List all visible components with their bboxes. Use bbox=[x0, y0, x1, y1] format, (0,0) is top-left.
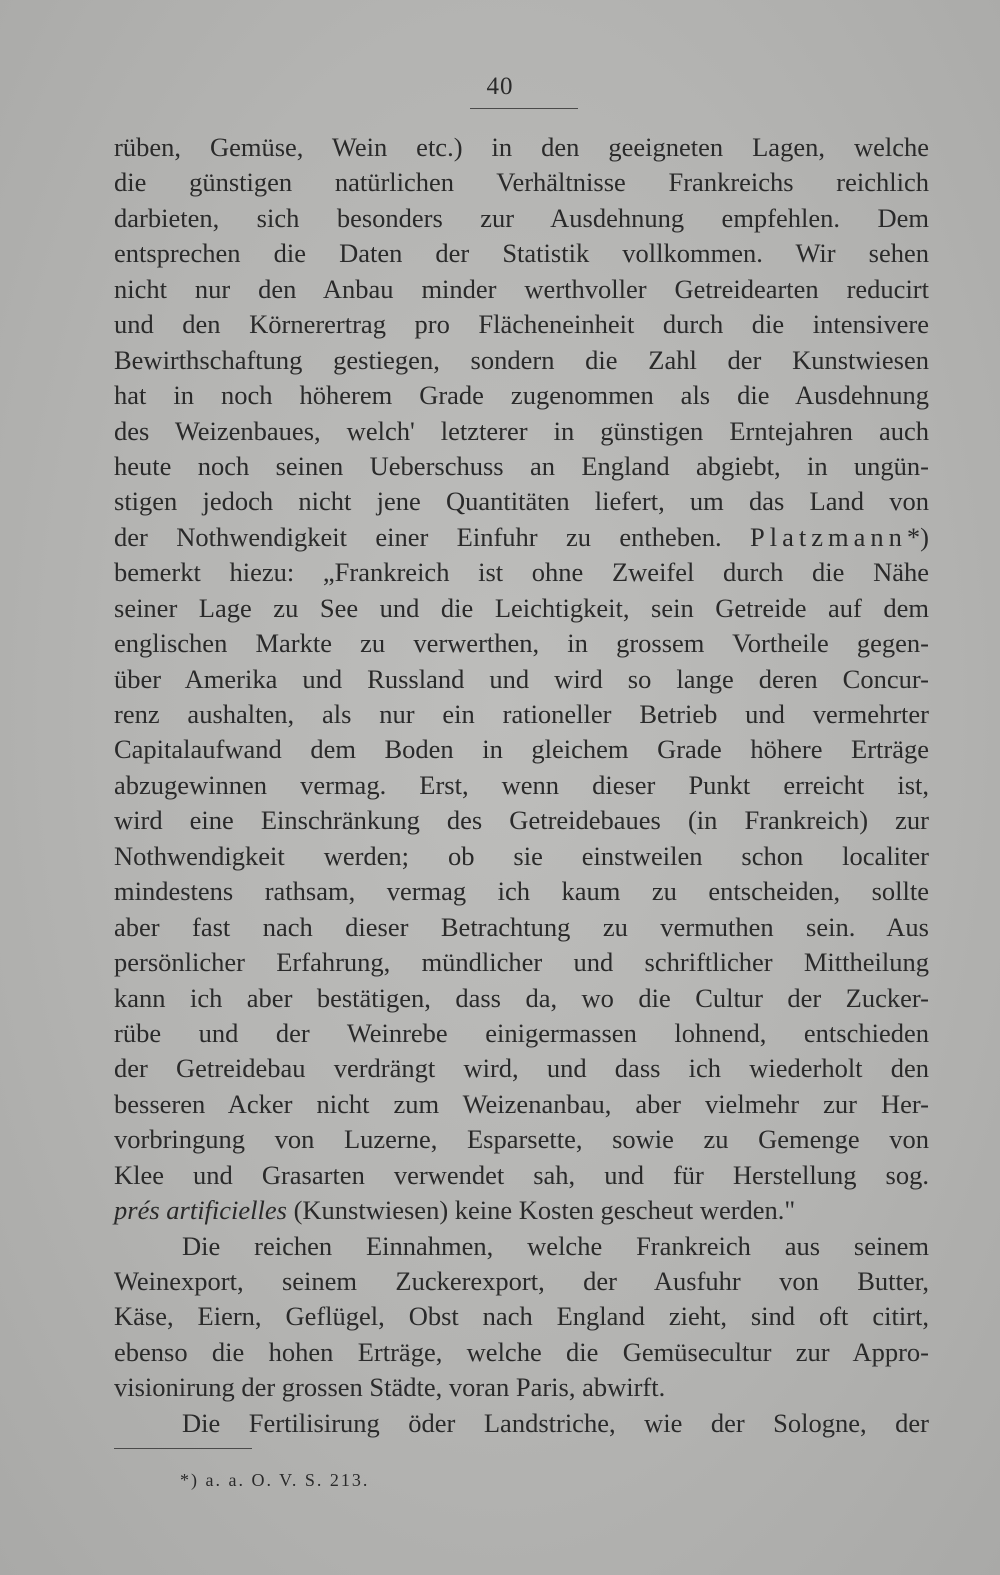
text-line: Weinexport, seinem Zuckerexport, der Ausfuhr von Butter, bbox=[114, 1266, 929, 1296]
text-line: der Getreidebau verdrängt wird, und dass ich wiederholt den bbox=[114, 1053, 929, 1084]
text-line: die günstigen natürlichen Verhältnisse Frankreichs reichlich bbox=[114, 167, 929, 198]
text-line: nicht nur den Anbau minder werthvoller Getreidearten reducirt bbox=[114, 273, 929, 304]
text-line: bemerkt hiezu: „Frankreich ist ohne Zweifel durch die Nähe bbox=[114, 557, 929, 588]
text-line: aber fast nach dieser Betrachtung zu vermuthen sein. Aus bbox=[114, 911, 929, 942]
text-line: Klee und Grasarten verwendet sah, und für Herstellung sog. bbox=[114, 1159, 929, 1190]
text-line: Bewirthschaftung gestiegen, sondern die Zahl der Kunstwiesen bbox=[114, 344, 929, 375]
text-line: vorbringung von Luzerne, Esparsette, sowie zu Gemenge von bbox=[114, 1124, 929, 1155]
footnote: *) a. a. O. V. S. 213. bbox=[180, 1470, 370, 1490]
text-line: Die reichen Einnahmen, welche Frankreich aus seinem bbox=[182, 1230, 929, 1261]
body-text bbox=[114, 130, 929, 1441]
text-line: und den Körnerertrag pro Flächeneinheit durch die intensivere bbox=[114, 309, 929, 340]
text-line: englischen Markte zu verwerthen, in grossem Vortheile gegen- bbox=[114, 628, 929, 659]
spaced-name: Platzmann bbox=[750, 521, 907, 552]
text-line: visionirung der grossen Städte, voran Paris, abwirft. bbox=[114, 1372, 666, 1403]
text-line: heute noch seinen Ueberschuss an England abgiebt, in ungün- bbox=[114, 450, 929, 481]
text-line: Käse, Eiern, Geflügel, Obst nach England zieht, sind oft citirt, bbox=[114, 1301, 929, 1332]
text-line: abzugewinnen vermag. Erst, wenn dieser Punkt erreicht ist, bbox=[114, 769, 929, 800]
text-line: persönlicher Erfahrung, mündlicher und schriftlicher Mittheilung bbox=[114, 947, 929, 978]
text-line: Capitalaufwand dem Boden in gleichem Grade höhere Erträge bbox=[114, 734, 929, 765]
text-line: darbieten, sich besonders zur Ausdehnung empfehlen. Dem bbox=[114, 202, 929, 233]
page-number: 40 bbox=[486, 73, 514, 100]
text-line: rübe und der Weinrebe einigermassen lohnend, entschieden bbox=[114, 1017, 929, 1048]
header-rule bbox=[470, 108, 578, 109]
text-line: entsprechen die Daten der Statistik vollkommen. Wir sehen bbox=[114, 238, 929, 269]
text-line: kann ich aber bestätigen, dass da, wo die Cultur der Zucker- bbox=[114, 982, 929, 1013]
text-line: prés artificielles (Kunstwiesen) keine Kosten gescheut werden." bbox=[114, 1195, 796, 1226]
text-line: des Weizenbaues, welch' letzterer in günstigen Erntejahren auch bbox=[114, 415, 929, 446]
text-line: mindestens rathsam, vermag ich kaum zu entscheiden, sollte bbox=[114, 876, 929, 907]
footnote-rule bbox=[114, 1448, 252, 1449]
text-line: rüben, Gemüse, Wein etc.) in den geeigneten Lagen, welche bbox=[114, 132, 929, 162]
text-line: Nothwendigkeit werden; ob sie einstweilen schon localiter bbox=[114, 840, 929, 871]
text-line: seiner Lage zu See und die Leichtigkeit, sein Getreide auf dem bbox=[114, 592, 929, 623]
text-line: renz aushalten, als nur ein rationeller Betrieb und vermehrter bbox=[114, 699, 929, 729]
italic-phrase: prés artificielles bbox=[114, 1195, 287, 1226]
text-line: besseren Acker nicht zum Weizenanbau, aber vielmehr zur Her- bbox=[114, 1088, 929, 1119]
text-line: ebenso die hohen Erträge, welche die Gemüsecultur zur Appro- bbox=[114, 1336, 929, 1367]
text-line: hat in noch höherem Grade zugenommen als die Ausdehnung bbox=[114, 380, 929, 411]
text-line: Die Fertilisirung öder Landstriche, wie der Sologne, der bbox=[182, 1407, 929, 1438]
text-line: der Nothwendigkeit einer Einfuhr zu entheben. Platzmann*) bbox=[114, 521, 929, 552]
text-line: stigen jedoch nicht jene Quantitäten liefert, um das Land von bbox=[114, 486, 929, 517]
text-line: wird eine Einschränkung des Getreidebaues (in Frankreich) zur bbox=[114, 805, 929, 836]
text-line: über Amerika und Russland und wird so lange deren Concur- bbox=[114, 663, 929, 694]
